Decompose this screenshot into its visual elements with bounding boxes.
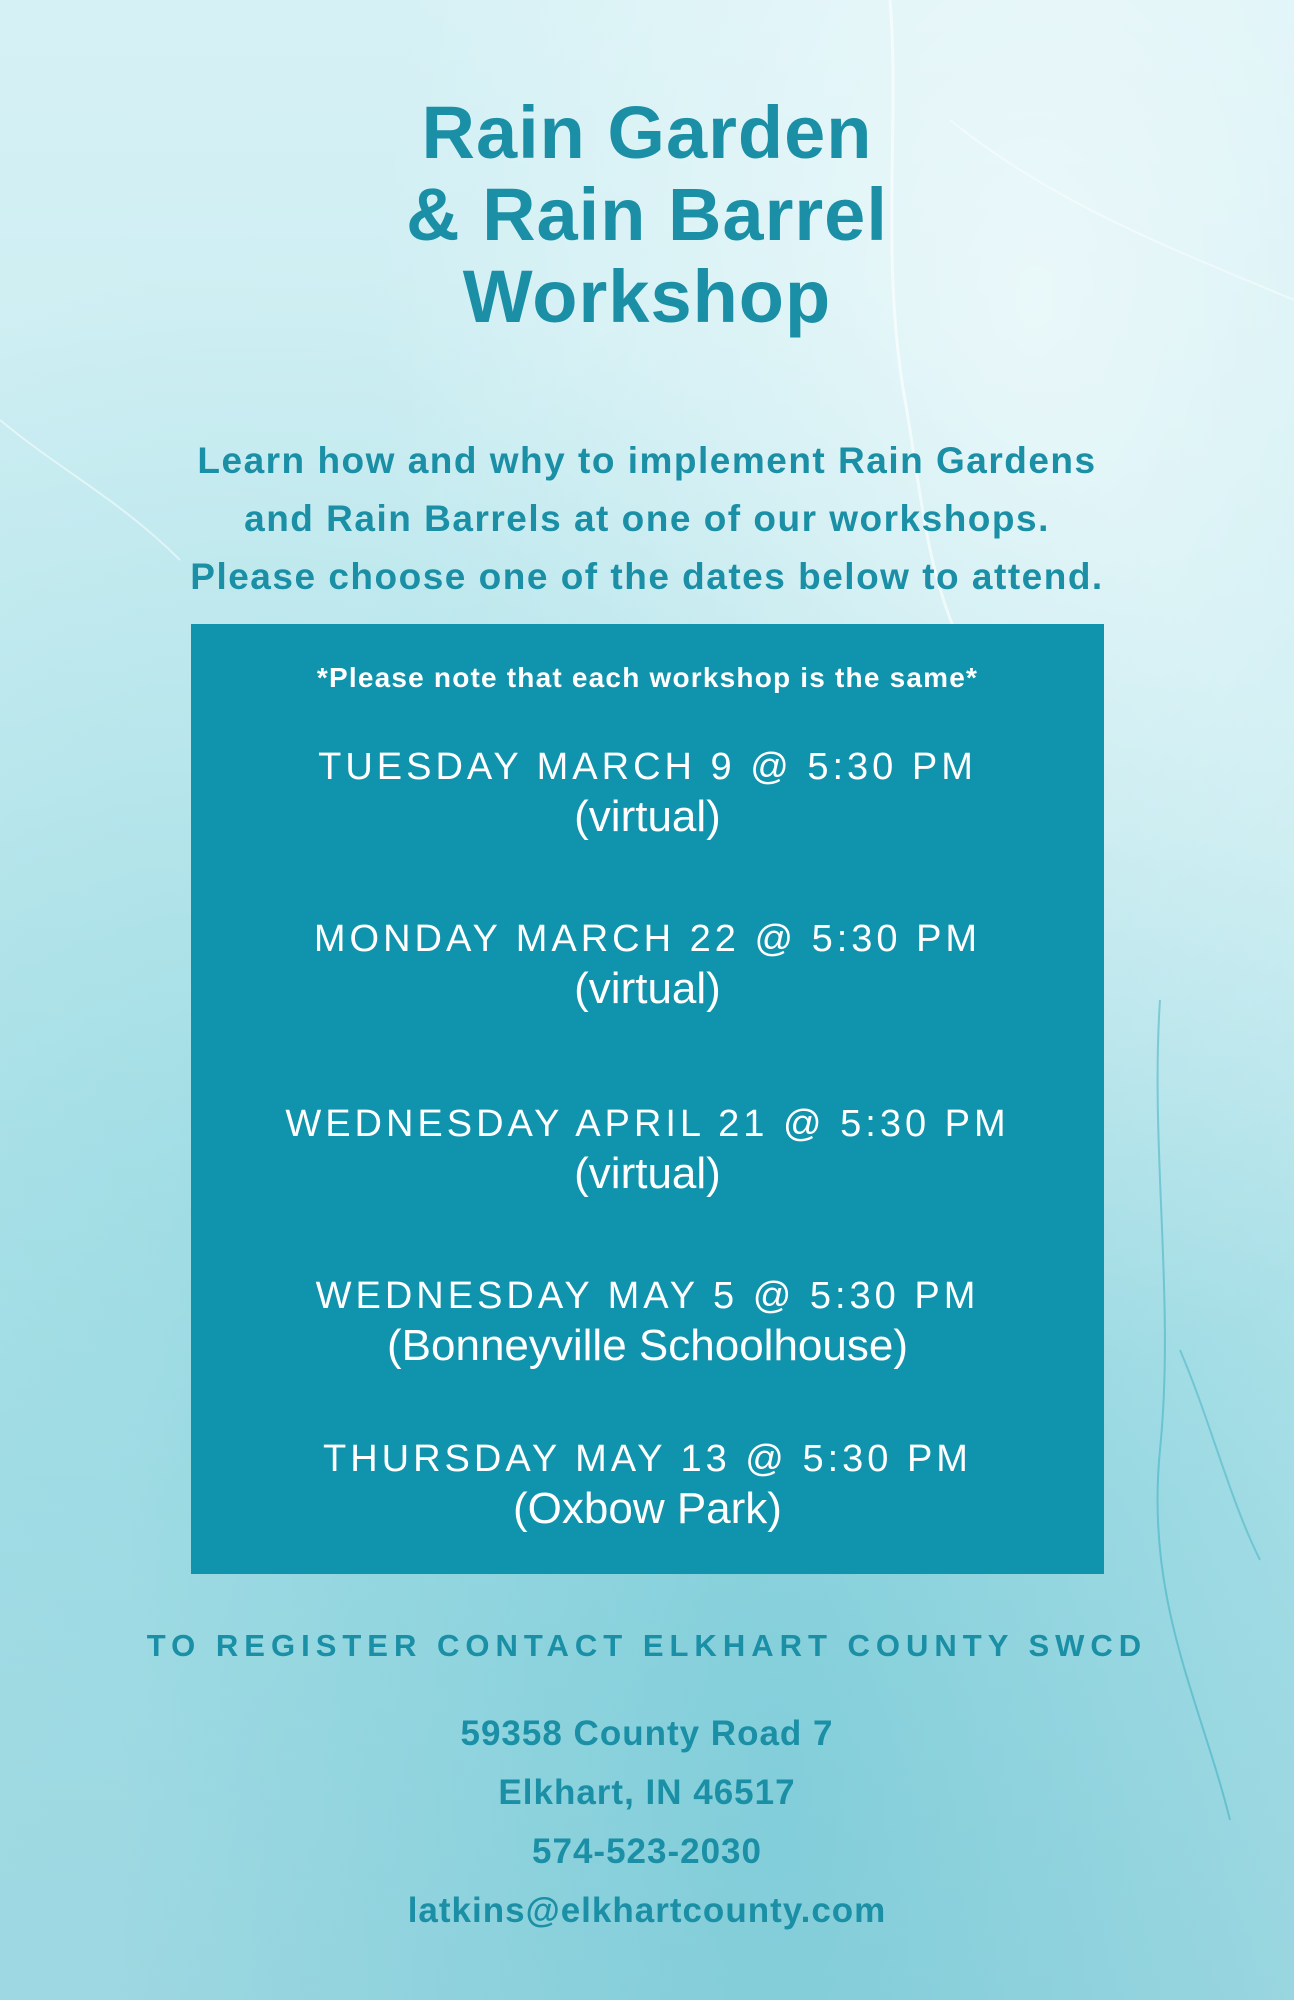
contact-phone[interactable]: 574-523-2030 <box>532 1832 762 1871</box>
intro-text <box>0 432 1294 606</box>
intro-line-1: Learn how and why to implement Rain Gardens <box>197 440 1097 481</box>
session-location: (Bonneyville Schoolhouse) <box>387 1321 908 1370</box>
session-location: (virtual) <box>574 1149 721 1198</box>
session-item <box>191 916 1104 1016</box>
contact-block <box>0 1704 1294 1940</box>
session-item <box>191 1101 1104 1201</box>
session-date: THURSDAY MAY 13 @ 5:30 PM <box>323 1438 972 1480</box>
session-location: (virtual) <box>574 792 721 841</box>
session-item <box>191 1436 1104 1536</box>
schedule-panel <box>191 624 1104 1574</box>
session-item <box>191 744 1104 844</box>
session-date: MONDAY MARCH 22 @ 5:30 PM <box>313 918 982 960</box>
session-date: WEDNESDAY APRIL 21 @ 5:30 PM <box>285 1103 1010 1145</box>
session-date: TUESDAY MARCH 9 @ 5:30 PM <box>318 746 977 788</box>
contact-email[interactable]: latkins@elkhartcounty.com <box>407 1891 887 1930</box>
contact-city: Elkhart, IN 46517 <box>498 1773 796 1812</box>
session-location: (virtual) <box>574 964 721 1013</box>
schedule-note: *Please note that each workshop is the same* <box>316 662 979 693</box>
page-title <box>0 92 1294 338</box>
title-line-2: & Rain Barrel <box>406 173 888 256</box>
session-date: WEDNESDAY MAY 5 @ 5:30 PM <box>315 1275 980 1317</box>
contact-address: 59358 County Road 7 <box>460 1714 834 1753</box>
session-item <box>191 1273 1104 1373</box>
register-heading: TO REGISTER CONTACT ELKHART COUNTY SWCD <box>146 1628 1148 1663</box>
session-location: (Oxbow Park) <box>513 1484 782 1533</box>
title-line-1: Rain Garden <box>421 91 873 174</box>
intro-line-2: and Rain Barrels at one of our workshops. <box>244 498 1050 539</box>
title-line-3: Workshop <box>462 255 832 338</box>
intro-line-3: Please choose one of the dates below to attend. <box>190 556 1104 597</box>
